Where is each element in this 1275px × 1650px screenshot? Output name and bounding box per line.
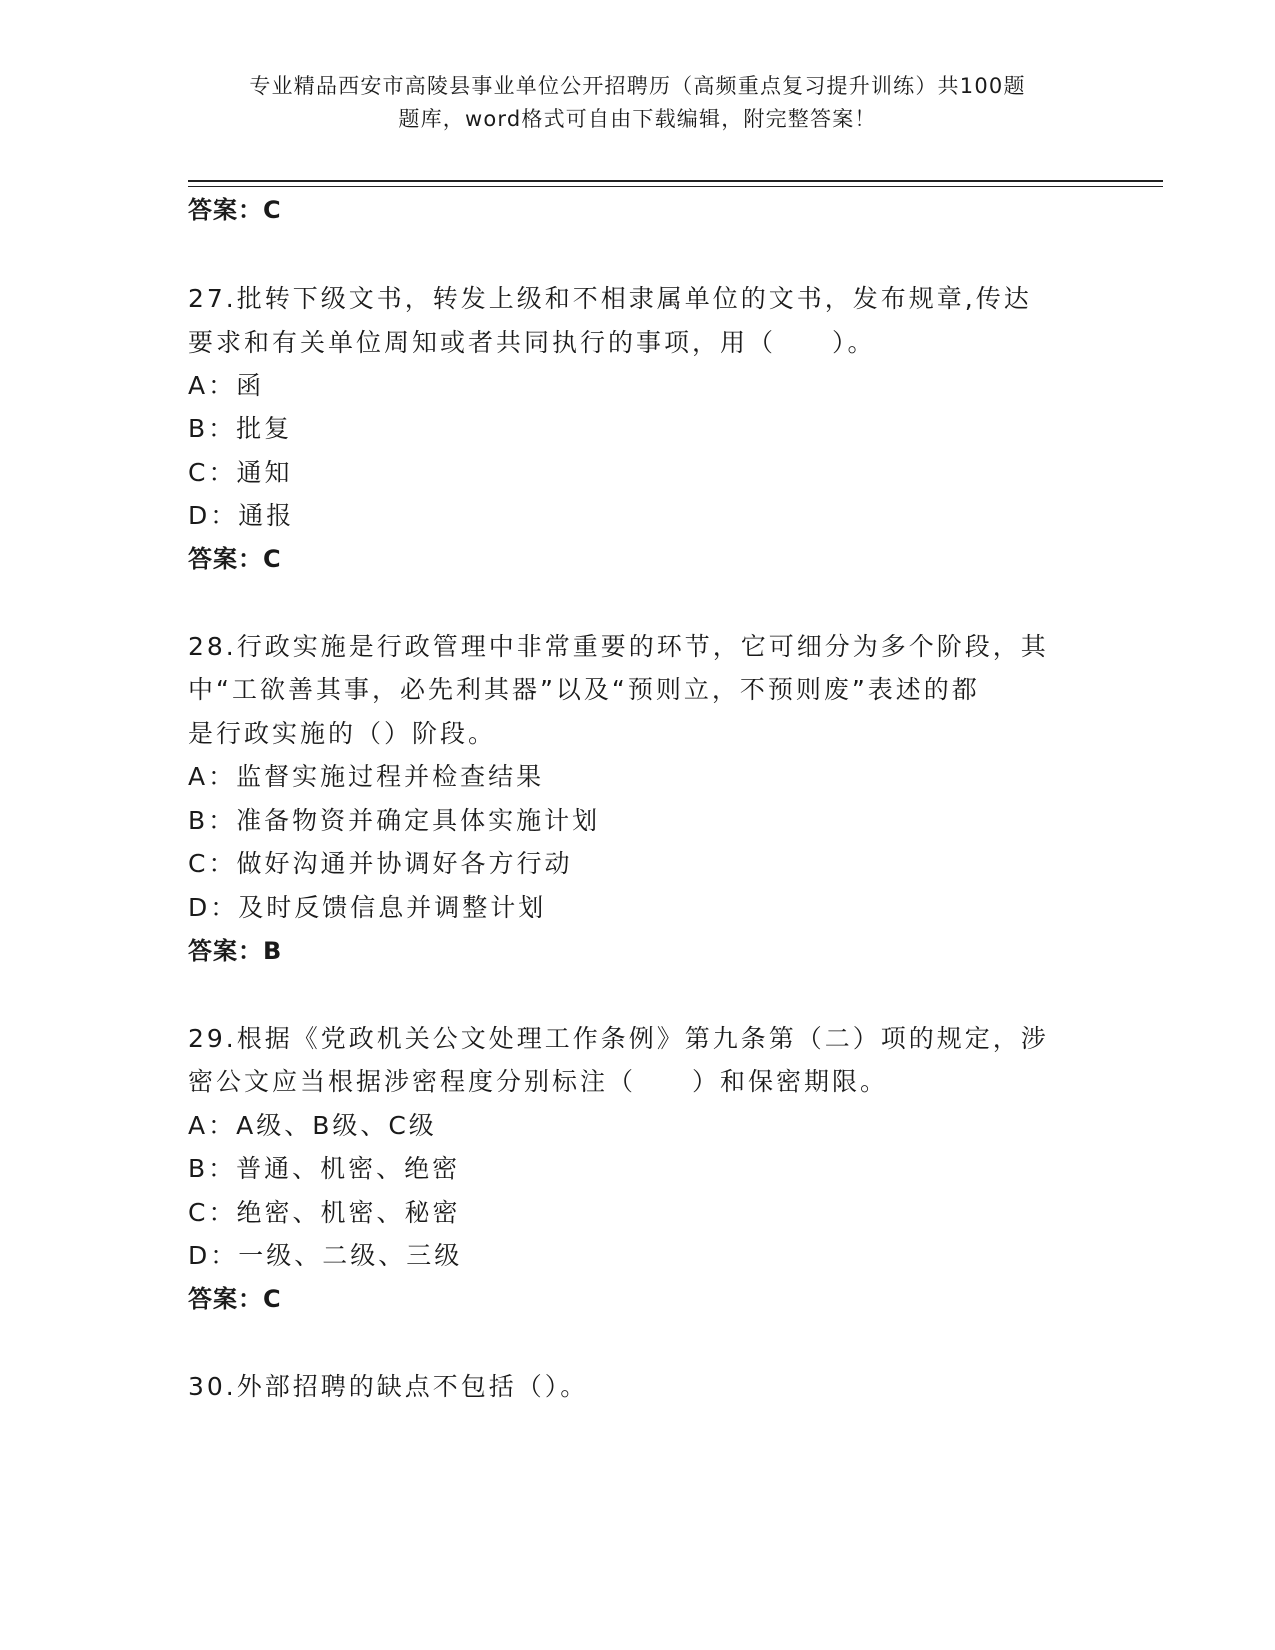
q27-stem-line1: 27.批转下级文书，转发上级和不相隶属单位的文书，发布规章,传达 <box>188 284 1032 313</box>
q28-option-b: B：准备物资并确定具体实施计划 <box>188 806 601 835</box>
q29-option-b: B：普通、机密、绝密 <box>188 1154 461 1183</box>
q28-option-d: D：及时反馈信息并调整计划 <box>188 893 547 922</box>
q29-option-a: A：A级、B级、C级 <box>188 1111 437 1140</box>
q29-answer: 答案：C <box>188 1285 282 1313</box>
q29-stem-line2: 密公文应当根据涉密程度分别标注（ ）和保密期限。 <box>188 1067 889 1096</box>
previous-answer: 答案：C <box>188 196 282 224</box>
q28-stem-line1: 28.行政实施是行政管理中非常重要的环节，它可细分为多个阶段，其 <box>188 632 1049 661</box>
q29-stem-line1: 29.根据《党政机关公文处理工作条例》第九条第（二）项的规定，涉 <box>188 1024 1049 1053</box>
q27-option-b: B：批复 <box>188 414 293 443</box>
page-header <box>0 70 1275 136</box>
q27-option-d: D：通报 <box>188 501 295 530</box>
header-title-line1: 专业精品西安市高陵县事业单位公开招聘历（高频重点复习提升训练）共100题 <box>249 74 1026 98</box>
header-divider-thick <box>188 180 1163 182</box>
q27-option-c: C：通知 <box>188 458 293 487</box>
q27-stem-line2: 要求和有关单位周知或者共同执行的事项，用（ ）。 <box>188 328 876 357</box>
q27-option-a: A：函 <box>188 371 265 400</box>
q28-stem-line2: 中“工欲善其事，必先利其器”以及“预则立，不预则废”表述的都 <box>188 675 980 704</box>
q28-option-c: C：做好沟通并协调好各方行动 <box>188 849 573 878</box>
q27-answer: 答案：C <box>188 545 282 573</box>
q28-answer: 答案：B <box>188 937 283 965</box>
q28-option-a: A：监督实施过程并检查结果 <box>188 762 545 791</box>
header-title-line2: 题库，word格式可自由下载编辑，附完整答案！ <box>398 107 877 131</box>
q28-stem-line3: 是行政实施的（）阶段。 <box>188 719 497 748</box>
q29-option-d: D：一级、二级、三级 <box>188 1241 463 1270</box>
header-divider-thin <box>188 186 1163 187</box>
q29-option-c: C：绝密、机密、秘密 <box>188 1198 461 1227</box>
q30-stem-line1: 30.外部招聘的缺点不包括（）。 <box>188 1372 589 1401</box>
